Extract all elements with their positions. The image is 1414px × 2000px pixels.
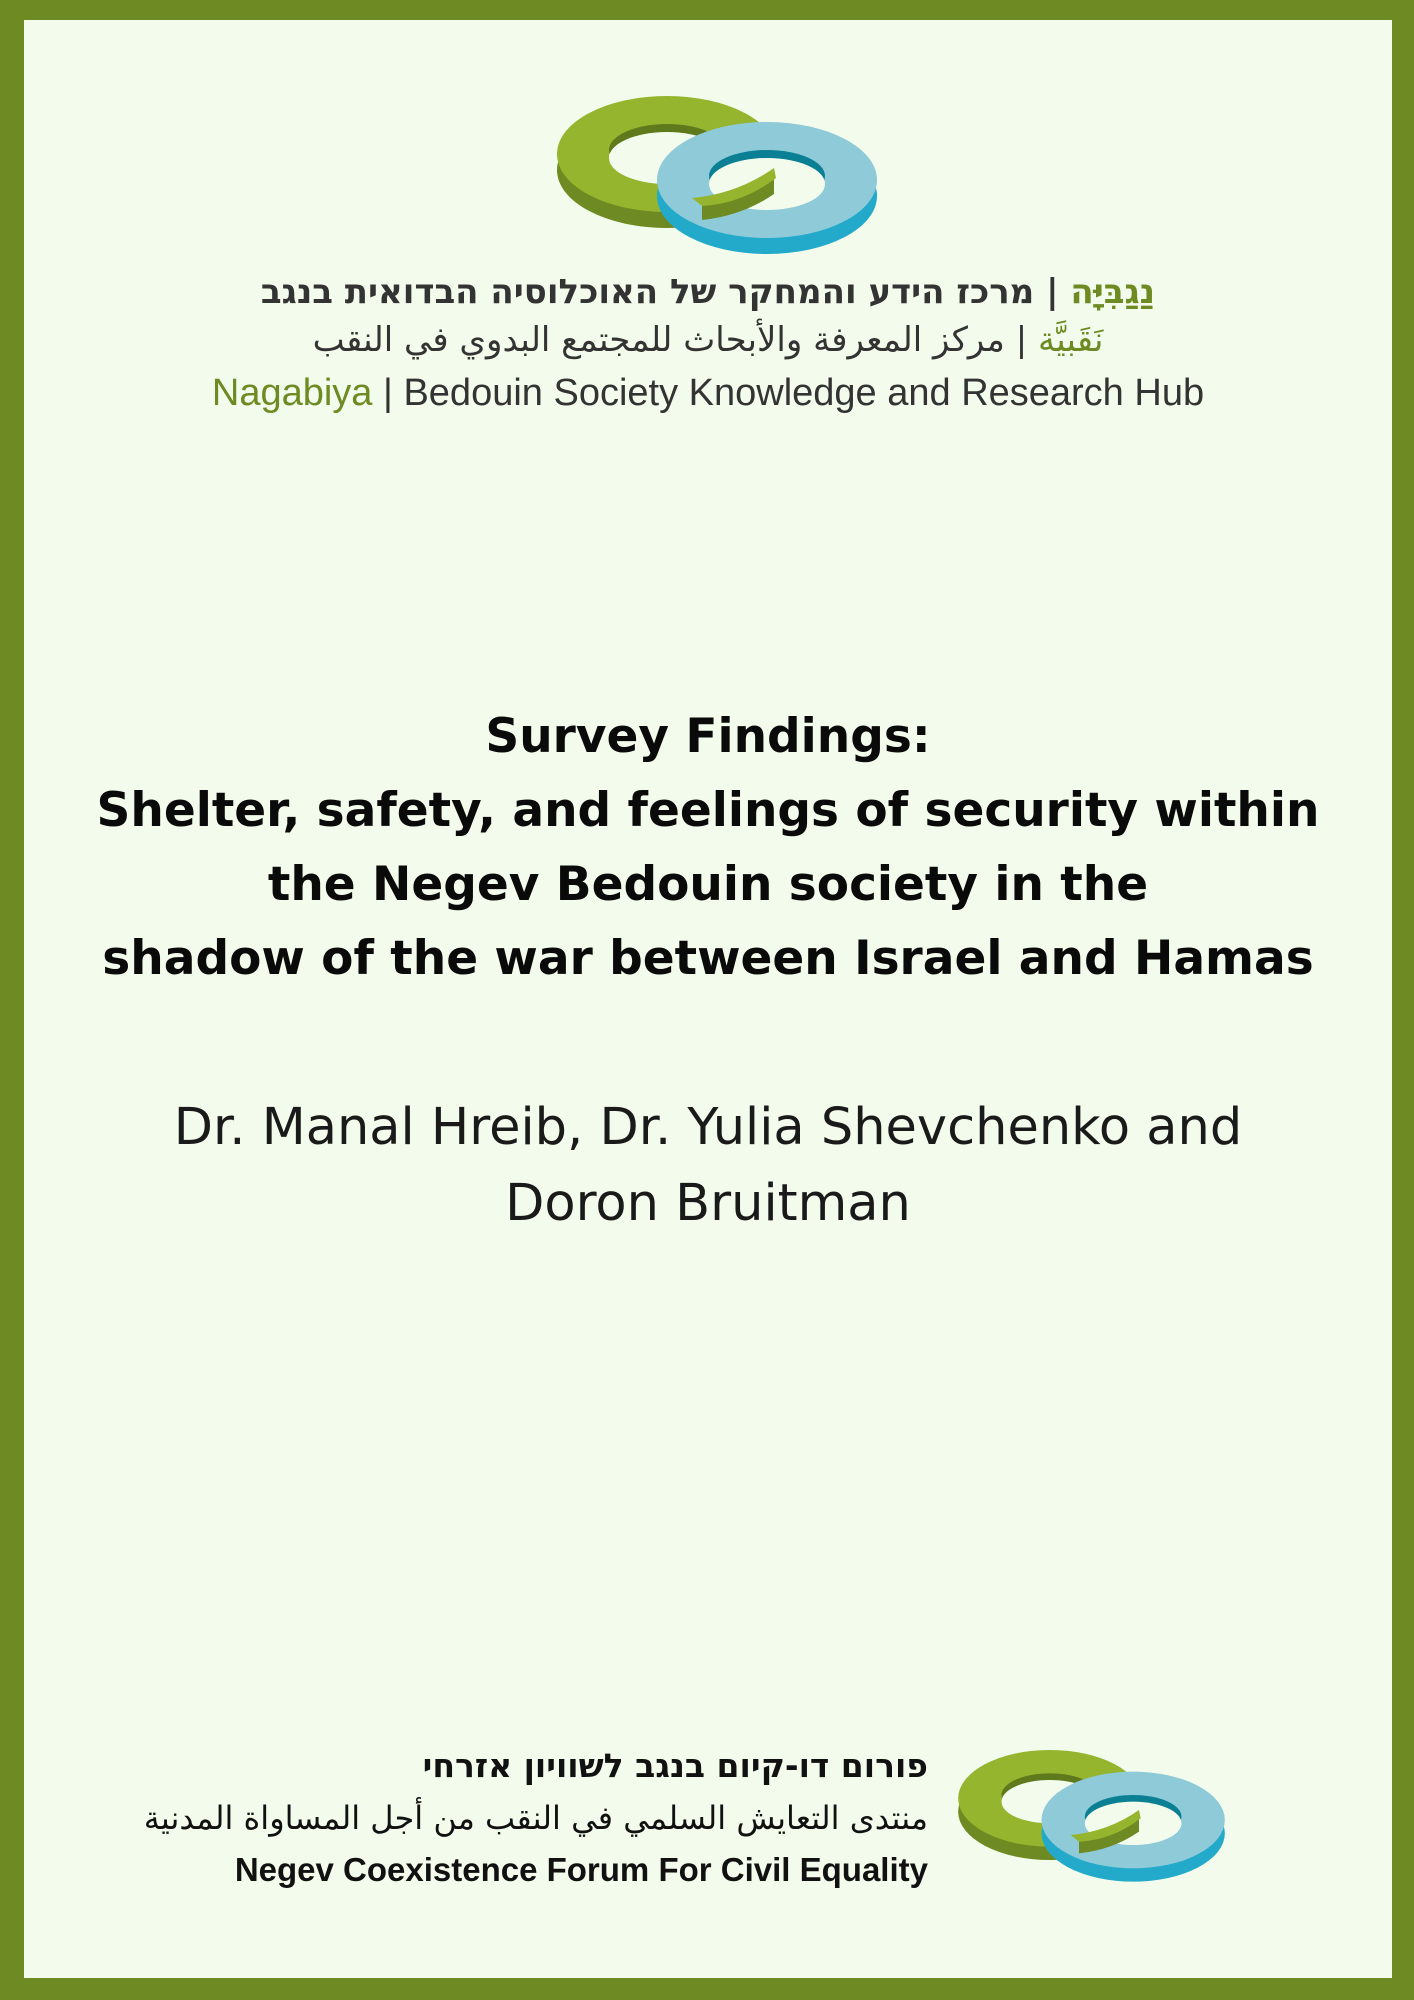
footer-arabic: منتدى التعايش السلمي في النقب من أجل المساواة المدنية (143, 1799, 928, 1837)
header-arabic-line (24, 320, 1392, 360)
nagabiya-logo (552, 72, 882, 282)
title-line-3: the Negev Bedouin society in the (267, 857, 1149, 912)
coexistence-forum-logo (954, 1730, 1229, 1905)
authors (64, 1090, 1352, 1242)
authors-line-2: Doron Bruitman (505, 1174, 911, 1233)
footer-hebrew: פורום דו-קיום בנגב לשוויון אזרחי (422, 1746, 928, 1785)
separator: | (1046, 272, 1059, 312)
authors-line-1: Dr. Manal Hreib, Dr. Yulia Shevchenko and (173, 1098, 1243, 1157)
title-line-1: Survey Findings: (485, 709, 931, 764)
english-subtitle: Bedouin Society Knowledge and Research Hub (403, 372, 1205, 414)
title-line-2: Shelter, safety, and feelings of security within (96, 783, 1320, 838)
header-hebrew-line (24, 272, 1392, 312)
separator: | (1015, 320, 1028, 360)
header-english-line (24, 372, 1392, 415)
title-line-4: shadow of the war between Israel and Hamas (102, 931, 1314, 986)
hebrew-brand-name: נַגַבִּיָּה (1070, 272, 1156, 312)
arabic-subtitle: مركز المعرفة والأبحاث للمجتمع البدوي في النقب (312, 320, 1005, 360)
arabic-brand-name: نَقَبيَّة (1038, 320, 1104, 360)
document-title (64, 700, 1352, 996)
document-page (24, 20, 1392, 1978)
separator: | (383, 372, 393, 414)
english-brand-name: Nagabiya (211, 372, 373, 414)
footer-organization (143, 1740, 928, 1896)
footer-english: Negev Coexistence Forum For Civil Equality (234, 1851, 928, 1888)
hebrew-subtitle: מרכז הידע והמחקר של האוכלוסיה הבדואית בנגב (260, 272, 1035, 312)
